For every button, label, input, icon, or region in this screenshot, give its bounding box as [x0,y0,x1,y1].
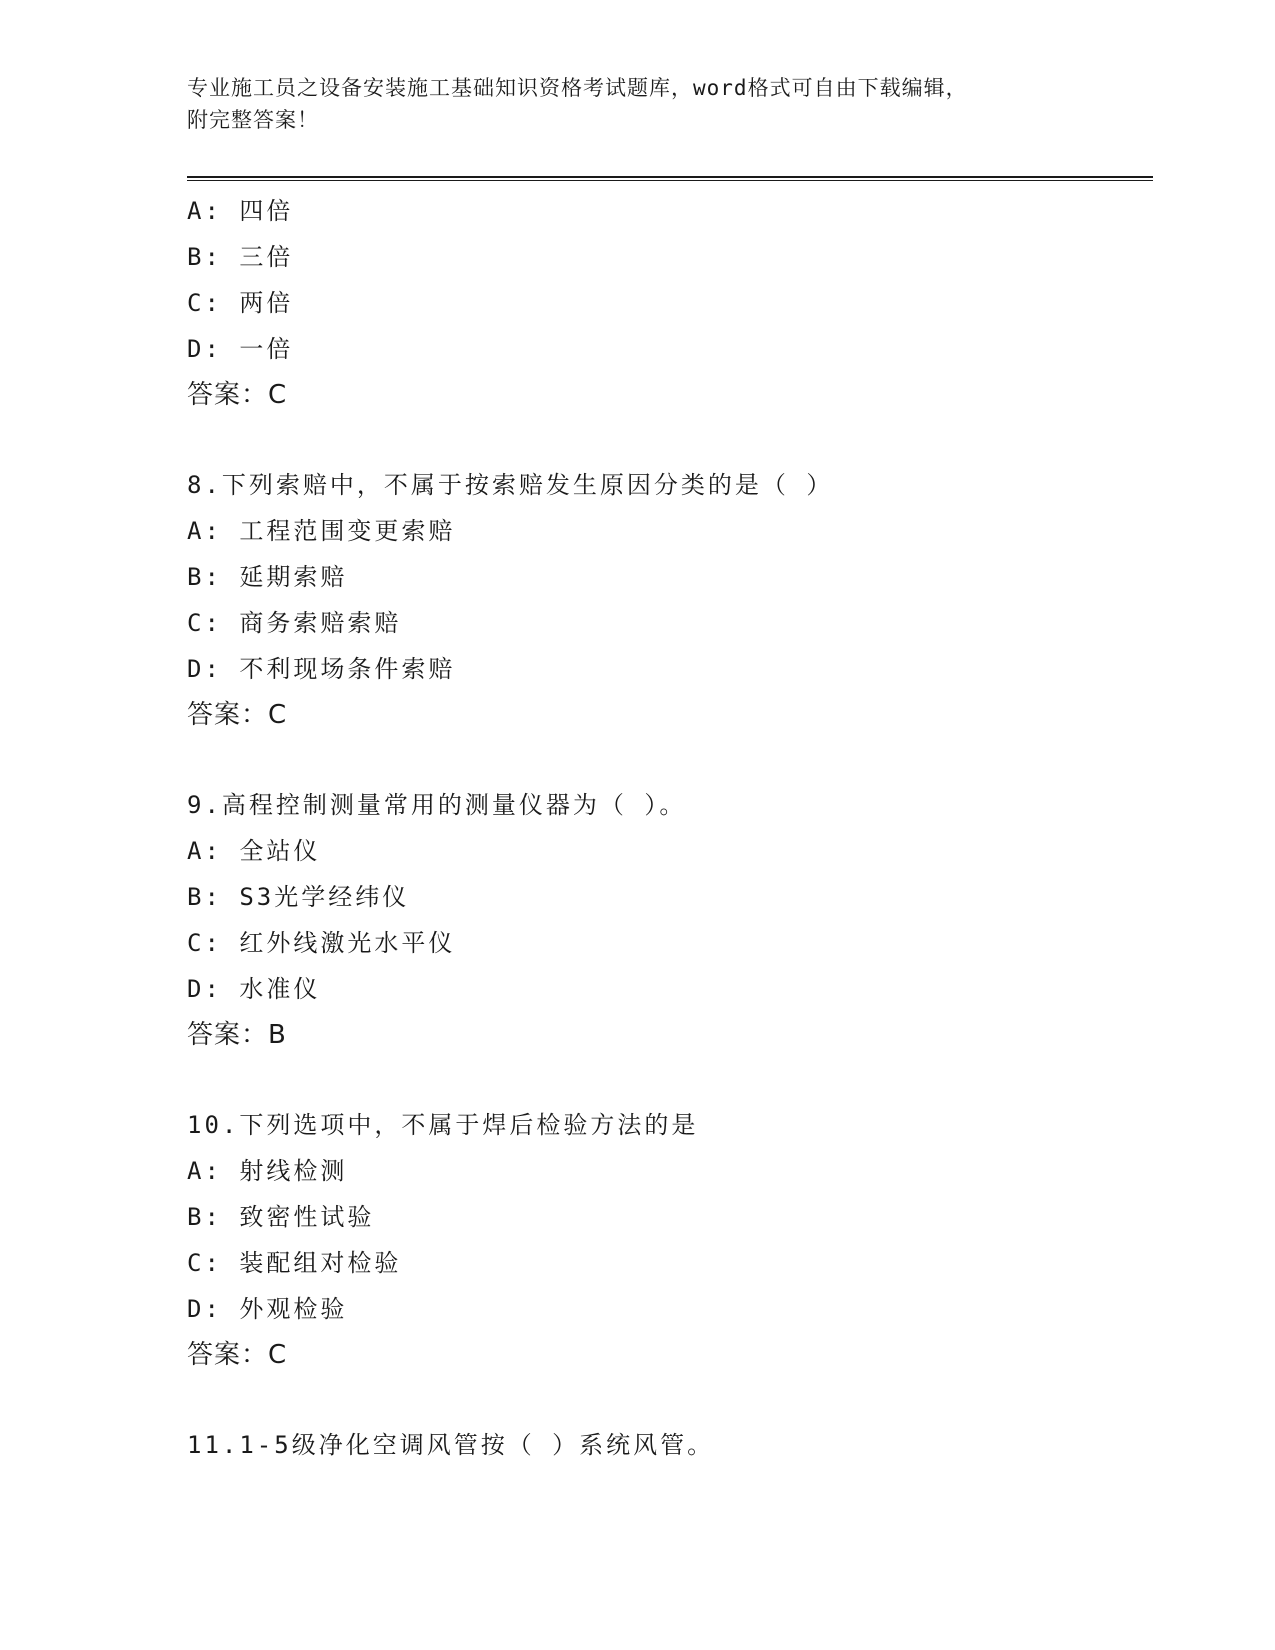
header-divider [187,176,1153,181]
question-8 [187,462,1147,738]
question-11 [187,1422,1147,1468]
answer-label: 答案：C [187,1340,288,1370]
question-9 [187,782,1147,1058]
question-7 [187,188,1147,418]
option-b: B: S3光学经纬仪 [187,883,410,911]
option-d: D: 不利现场条件索赔 [187,655,456,683]
document-header [187,72,1067,136]
option-a: A: 四倍 [187,197,294,225]
header-line-1: 专业施工员之设备安装施工基础知识资格考试题库，word格式可自由下载编辑， [187,76,968,100]
option-a: A: 全站仪 [187,837,321,865]
option-c: C: 商务索赔索赔 [187,609,402,637]
answer-label: 答案：C [187,380,288,410]
header-line-2: 附完整答案！ [187,108,319,132]
option-b: B: 三倍 [187,243,294,271]
question-text: 11.1-5级净化空调风管按（ ）系统风管。 [187,1431,715,1459]
question-text: 9.高程控制测量常用的测量仪器为（ ）。 [187,791,687,819]
option-d: D: 一倍 [187,335,294,363]
question-text: 8.下列索赔中，不属于按索赔发生原因分类的是（ ） [187,471,834,499]
option-c: C: 装配组对检验 [187,1249,402,1277]
answer-label: 答案：B [187,1020,287,1050]
answer-label: 答案：C [187,700,288,730]
question-text: 10.下列选项中，不属于焊后检验方法的是 [187,1111,699,1139]
option-a: A: 工程范围变更索赔 [187,517,456,545]
question-list [187,188,1147,1468]
option-b: B: 致密性试验 [187,1203,375,1231]
option-b: B: 延期索赔 [187,563,348,591]
question-10 [187,1102,1147,1378]
option-c: C: 红外线激光水平仪 [187,929,456,957]
option-a: A: 射线检测 [187,1157,348,1185]
option-c: C: 两倍 [187,289,294,317]
option-d: D: 外观检验 [187,1295,348,1323]
option-d: D: 水准仪 [187,975,321,1003]
